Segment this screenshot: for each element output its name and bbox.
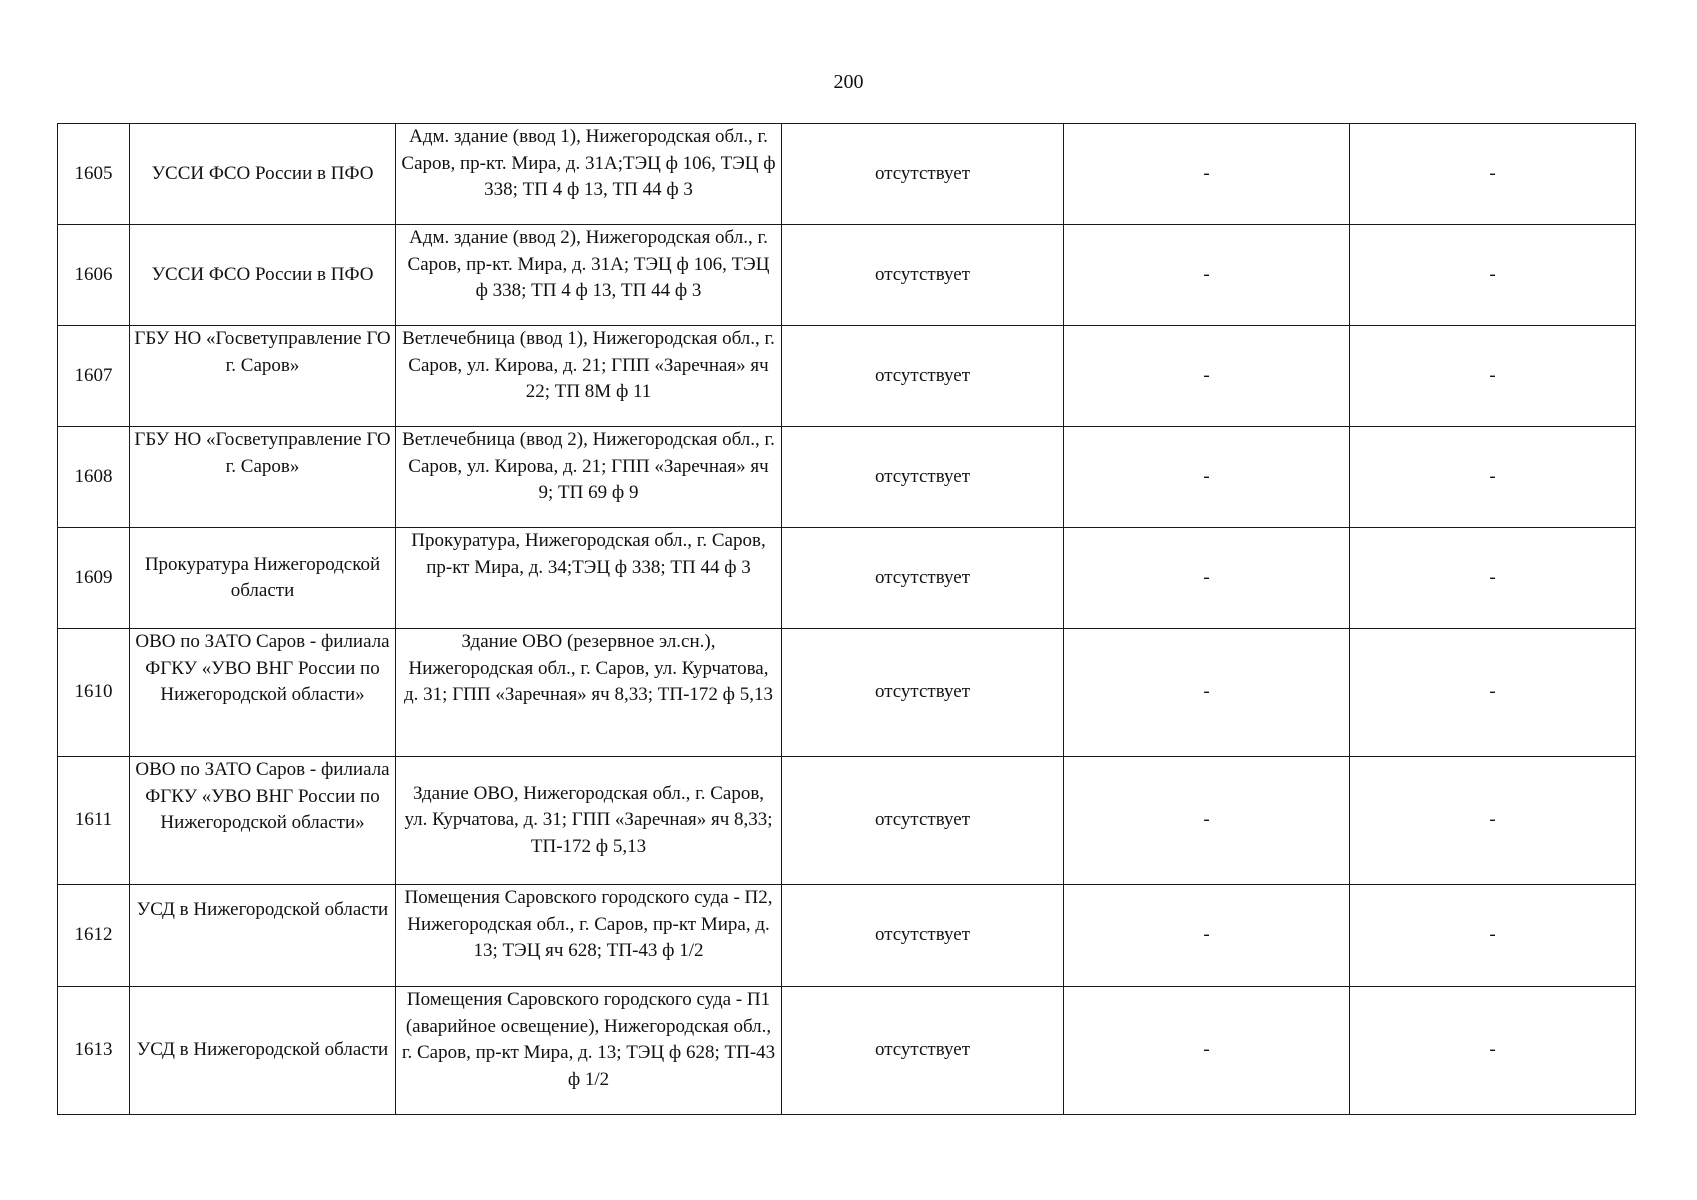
table-row bbox=[58, 757, 1636, 885]
empty-cell: - bbox=[1064, 528, 1350, 629]
row-number: 1608 bbox=[58, 427, 130, 528]
table-row bbox=[58, 885, 1636, 987]
table-row bbox=[58, 124, 1636, 225]
owner-cell: ОВО по ЗАТО Саров - филиала ФГКУ «УВО ВНГ России по Нижегородской области» bbox=[130, 629, 396, 757]
empty-cell: - bbox=[1064, 885, 1350, 987]
table-row bbox=[58, 528, 1636, 629]
status-cell: отсутствует bbox=[782, 528, 1064, 629]
status-cell: отсутствует bbox=[782, 225, 1064, 326]
object-cell: Ветлечебница (ввод 2), Нижегородская обл., г. Саров, ул. Кирова, д. 21; ГПП «Заречная» яч 9; ТП 69 ф 9 bbox=[396, 427, 782, 528]
owner-cell: УССИ ФСО России в ПФО bbox=[130, 124, 396, 225]
owner-cell: ГБУ НО «Госветуправление ГО г. Саров» bbox=[130, 427, 396, 528]
empty-cell: - bbox=[1064, 987, 1350, 1115]
owner-cell: ГБУ НО «Госветуправление ГО г. Саров» bbox=[130, 326, 396, 427]
row-number: 1609 bbox=[58, 528, 130, 629]
status-cell: отсутствует bbox=[782, 124, 1064, 225]
empty-cell: - bbox=[1064, 629, 1350, 757]
empty-cell: - bbox=[1350, 629, 1636, 757]
status-cell: отсутствует bbox=[782, 757, 1064, 885]
empty-cell: - bbox=[1350, 225, 1636, 326]
owner-cell: ОВО по ЗАТО Саров - филиала ФГКУ «УВО ВНГ России по Нижегородской области» bbox=[130, 757, 396, 885]
empty-cell: - bbox=[1064, 326, 1350, 427]
row-number: 1605 bbox=[58, 124, 130, 225]
empty-cell: - bbox=[1350, 528, 1636, 629]
empty-cell: - bbox=[1064, 427, 1350, 528]
object-cell: Прокуратура, Нижегородская обл., г. Саров, пр-кт Мира, д. 34;ТЭЦ ф 338; ТП 44 ф 3 bbox=[396, 528, 782, 629]
object-cell: Помещения Саровского городского суда - П1 (аварийное освещение), Нижегородская обл., г. Саров, пр-кт Мира, д. 13; ТЭЦ ф 628; ТП-43 ф 1/2 bbox=[396, 987, 782, 1115]
empty-cell: - bbox=[1350, 124, 1636, 225]
status-cell: отсутствует bbox=[782, 885, 1064, 987]
row-number: 1610 bbox=[58, 629, 130, 757]
owner-cell: УСД в Нижегородской области bbox=[130, 885, 396, 987]
table-row bbox=[58, 326, 1636, 427]
row-number: 1613 bbox=[58, 987, 130, 1115]
table-row bbox=[58, 629, 1636, 757]
object-cell: Здание ОВО, Нижегородская обл., г. Саров, ул. Курчатова, д. 31; ГПП «Заречная» яч 8,33; ТП-172 ф 5,13 bbox=[396, 757, 782, 885]
empty-cell: - bbox=[1350, 326, 1636, 427]
object-cell: Адм. здание (ввод 1), Нижегородская обл., г. Саров, пр-кт. Мира, д. 31А;ТЭЦ ф 106, ТЭЦ ф 338; ТП 4 ф 13, ТП 44 ф 3 bbox=[396, 124, 782, 225]
status-cell: отсутствует bbox=[782, 326, 1064, 427]
empty-cell: - bbox=[1064, 225, 1350, 326]
empty-cell: - bbox=[1350, 427, 1636, 528]
empty-cell: - bbox=[1064, 124, 1350, 225]
table-row bbox=[58, 427, 1636, 528]
empty-cell: - bbox=[1350, 757, 1636, 885]
empty-cell: - bbox=[1350, 987, 1636, 1115]
object-cell: Ветлечебница (ввод 1), Нижегородская обл., г. Саров, ул. Кирова, д. 21; ГПП «Заречная» яч 22; ТП 8М ф 11 bbox=[396, 326, 782, 427]
registry-table bbox=[57, 123, 1636, 1115]
table-row bbox=[58, 987, 1636, 1115]
status-cell: отсутствует bbox=[782, 987, 1064, 1115]
object-cell: Адм. здание (ввод 2), Нижегородская обл., г. Саров, пр-кт. Мира, д. 31А; ТЭЦ ф 106, ТЭЦ ф 338; ТП 4 ф 13, ТП 44 ф 3 bbox=[396, 225, 782, 326]
row-number: 1606 bbox=[58, 225, 130, 326]
page-number: 200 bbox=[833, 71, 864, 93]
object-cell: Помещения Саровского городского суда - П2, Нижегородская обл., г. Саров, пр-кт Мира, д. 13; ТЭЦ яч 628; ТП-43 ф 1/2 bbox=[396, 885, 782, 987]
status-cell: отсутствует bbox=[782, 427, 1064, 528]
owner-cell: УСД в Нижегородской области bbox=[130, 987, 396, 1115]
owner-cell: УССИ ФСО России в ПФО bbox=[130, 225, 396, 326]
object-cell: Здание ОВО (резервное эл.сн.), Нижегородская обл., г. Саров, ул. Курчатова, д. 31; ГПП «Заречная» яч 8,33; ТП-172 ф 5,13 bbox=[396, 629, 782, 757]
row-number: 1611 bbox=[58, 757, 130, 885]
empty-cell: - bbox=[1064, 757, 1350, 885]
status-cell: отсутствует bbox=[782, 629, 1064, 757]
row-number: 1607 bbox=[58, 326, 130, 427]
owner-cell: Прокуратура Нижегородской области bbox=[130, 528, 396, 629]
empty-cell: - bbox=[1350, 885, 1636, 987]
row-number: 1612 bbox=[58, 885, 130, 987]
table-row bbox=[58, 225, 1636, 326]
